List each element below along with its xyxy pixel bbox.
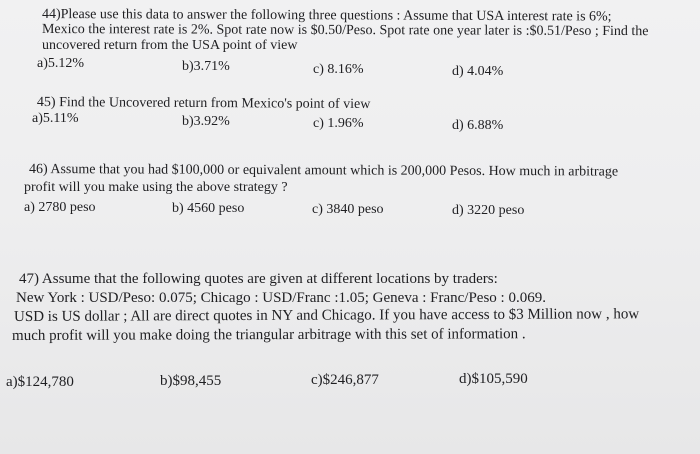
q44-option-d: d) 4.04% (452, 64, 504, 79)
q46-option-c: c) 3840 peso (312, 202, 384, 217)
q47-text-line-3: USD is US dollar ; All are direct quotes in NY and Chicago. If you have access to $3 Million now , how (14, 306, 640, 325)
q44-option-b: b)3.71% (182, 59, 230, 74)
q46-option-d: d) 3220 peso (452, 203, 525, 218)
q44-text-line-3: uncovered return from the USA point of view (42, 38, 298, 53)
q45-option-c: c) 1.96% (313, 116, 364, 131)
q47-option-b: b)$98,455 (160, 373, 222, 389)
q44-text-line-1: 44)Please use this data to answer the following three questions : Assume that USA interest rate is 6%; (41, 7, 612, 25)
q47-option-d: d)$105,590 (459, 371, 528, 387)
q47-text-line-1: 47) Assume that the following quotes are given at different locations by traders: (19, 271, 498, 287)
q45-option-a: a)5.11% (32, 111, 79, 126)
q45-option-d: d) 6.88% (452, 118, 504, 133)
q44-option-c: c) 8.16% (313, 62, 364, 77)
q47-option-a: a)$124,780 (6, 374, 74, 390)
q46-text-line-1: 46) Assume that you had $100,000 or equivalent amount which is 200,000 Pesos. How much in arbitrage (28, 162, 619, 180)
q47-option-c: c)$246,877 (311, 372, 379, 388)
q46-text-line-2: profit will you make using the above strategy ? (24, 180, 288, 195)
q45-text-line-1: 45) Find the Uncovered return from Mexico's point of view (36, 95, 371, 113)
q47-text-line-2: New York : USD/Peso: 0.075; Chicago : USD/Franc :1.05; Geneva : Franc/Peso : 0.069. (16, 290, 546, 306)
q44-option-a: a)5.12% (37, 56, 85, 71)
q47-text-line-4: much profit will you make doing the triangular arbitrage with this set of information . (12, 326, 526, 344)
q45-option-b: b)3.92% (182, 114, 230, 129)
q46-option-a: a) 2780 peso (24, 200, 96, 215)
q46-option-b: b) 4560 peso (172, 201, 245, 216)
q44-text-line-2: Mexico the interest rate is 2%. Spot rate now is $0.50/Peso. Spot rate one year later is :$0.51/Peso ; Find the (41, 22, 649, 40)
